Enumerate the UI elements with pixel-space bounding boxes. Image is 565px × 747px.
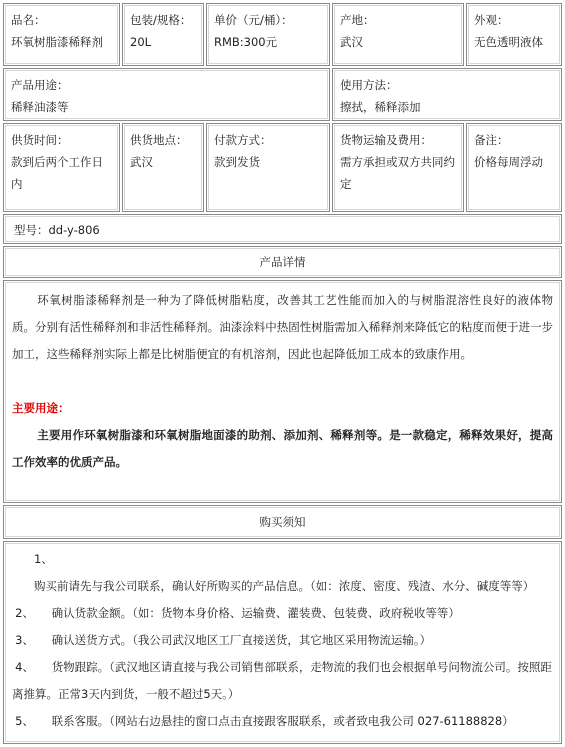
- purchase-item-text: 确认货款金额。（如：货物本身价格、运输费、灌装费、包装费、政府税收等等）: [51, 606, 460, 620]
- purchase-item-num: 2、: [15, 606, 34, 620]
- purchase-item: [12, 546, 553, 600]
- product-name-value: 环氧树脂漆稀释剂: [11, 35, 103, 49]
- purchase-item-text: 确认送货方式。（我公司武汉地区工厂直接送货，其它地区采用物流运输。）: [51, 633, 432, 647]
- usage-method-value: 擦拭，稀释添加: [340, 100, 421, 114]
- price-value: RMB:300元: [214, 35, 278, 49]
- payment-label: 付款方式：: [214, 133, 272, 147]
- remark-value: 价格每周浮动: [474, 155, 543, 169]
- delivery-time-label: 供货时间：: [11, 133, 69, 147]
- price-label: 单价（元/桶）：: [214, 13, 293, 27]
- remark-label: 备注：: [474, 133, 509, 147]
- appearance-value: 无色透明液体: [474, 35, 543, 49]
- purchase-header: [3, 505, 562, 539]
- purchase-item-num: 5、: [15, 714, 34, 728]
- origin-cell: [332, 3, 464, 66]
- model-row: [3, 214, 562, 244]
- main-use-title: 主要用途：: [12, 401, 70, 415]
- delivery-place-value: 武汉: [130, 155, 153, 169]
- price-cell: [206, 3, 330, 66]
- purchase-item-text: 联系客服。（网站右边悬挂的窗口点击直接跟客服联系，或者致电我公司 027-61188828）: [51, 714, 514, 728]
- shipping-label: 货物运输及费用：: [340, 133, 432, 147]
- purchase-item-num: 3、: [15, 633, 34, 647]
- purchase-item-text: 购买前请先与我公司联系，确认好所购买的产品信息。（如：浓度、密度、残渣、水分、碱度等等）: [34, 579, 535, 593]
- purchase-item: [12, 627, 553, 654]
- remark-cell: [466, 123, 562, 212]
- product-name-cell: [3, 3, 120, 66]
- purchase-title: 购买须知: [259, 515, 306, 529]
- details-body: [3, 280, 562, 503]
- delivery-place-cell: [122, 123, 204, 212]
- delivery-time-cell: [3, 123, 120, 212]
- details-intro: 环氧树脂漆稀释剂是一种为了降低树脂粘度，改善其工艺性能而加入的与树脂混溶性良好的液体物质。分别有活性稀释剂和非活性稀释剂。油漆涂料中热固性树脂需加入稀释剂来降低它的粘度而便于进一步加工，这些稀释剂实际上都是比树脂便宜的有机溶剂，因此也起降低加工成本的致康作用。: [12, 293, 553, 361]
- package-label: 包装/规格：: [130, 13, 192, 27]
- shipping-value: 需方承担或双方共同约定: [340, 155, 455, 191]
- product-use-cell: [3, 68, 330, 121]
- delivery-time-value: 款到后两个工作日内: [11, 155, 103, 191]
- model-text: 型号：dd-y-806: [14, 223, 100, 237]
- delivery-place-label: 供货地点：: [130, 133, 188, 147]
- purchase-item: [12, 654, 553, 708]
- usage-method-cell: [332, 68, 562, 121]
- purchase-item: [12, 600, 553, 627]
- payment-cell: [206, 123, 330, 212]
- appearance-label: 外观：: [474, 13, 509, 27]
- usage-method-label: 使用方法：: [340, 78, 398, 92]
- purchase-item-num: 1、: [34, 552, 53, 566]
- origin-label: 产地：: [340, 13, 375, 27]
- package-cell: [122, 3, 204, 66]
- shipping-cell: [332, 123, 464, 212]
- main-use-text: 主要用作环氧树脂漆和环氧树脂地面漆的助剂、添加剂、稀释剂等。是一款稳定，稀释效果好，提高工作效率的优质产品。: [12, 428, 553, 469]
- product-use-label: 产品用途：: [11, 78, 69, 92]
- product-name-label: 品名：: [11, 13, 46, 27]
- purchase-item-num: 4、: [15, 660, 34, 674]
- origin-value: 武汉: [340, 35, 363, 49]
- details-title: 产品详情: [259, 255, 306, 269]
- payment-value: 款到发货: [214, 155, 260, 169]
- details-header: [3, 246, 562, 278]
- package-value: 20L: [130, 35, 152, 49]
- appearance-cell: [466, 3, 562, 66]
- product-use-value: 稀释油漆等: [11, 100, 69, 114]
- purchase-item: [12, 708, 553, 735]
- purchase-notes: [3, 541, 562, 744]
- purchase-item-text: 货物跟踪。（武汉地区请直接与我公司销售部联系，走物流的我们也会根据单号问物流公司。按照距离推算。正常3天内到货，一般不超过5天。）: [12, 660, 552, 701]
